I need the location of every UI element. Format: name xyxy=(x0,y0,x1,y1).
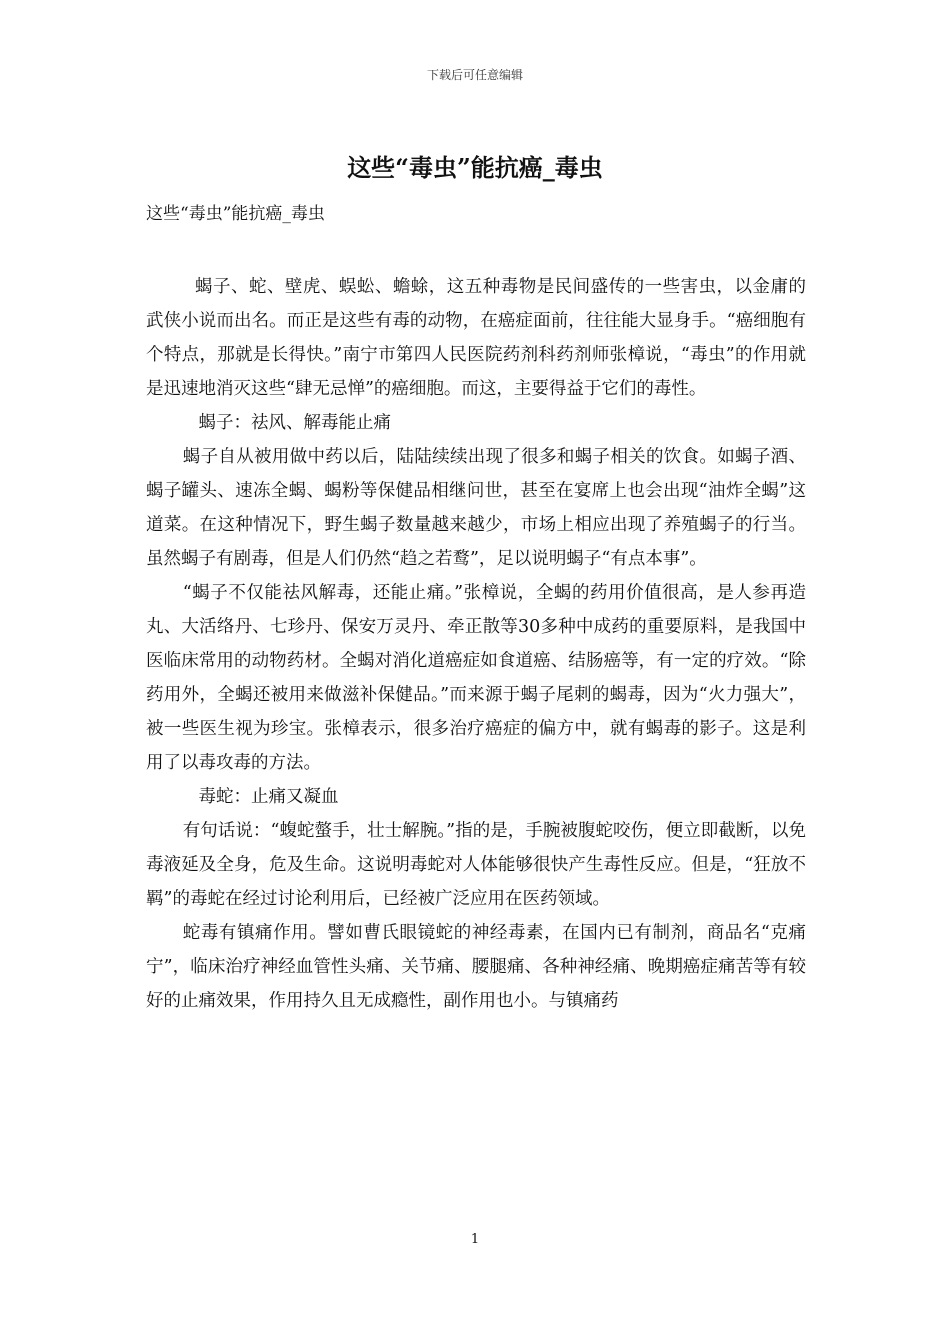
section-heading-scorpion: 蝎子：祛风、解毒能止痛 xyxy=(198,413,391,433)
section-heading-snake: 毒蛇：止痛又凝血 xyxy=(198,787,339,807)
page-header-note: 下载后可任意编辑 xyxy=(426,68,523,82)
paragraph-intro: 蝎子、蛇、壁虎、蜈蚣、蟾蜍，这五种毒物是民间盛传的一些害虫，以金庸的武侠小说而出名。而正是这些有毒的动物，在癌症面前，往往能大显身手。“癌细胞有个特点，那就是长得快。”南宁市第四人民医院药剂科药剂师张樟说，“毒虫”的作用就是迅速地消灭这些“肆无忌惮”的癌细胞。而这，主要得益于它们的毒性。 xyxy=(146,277,806,399)
paragraph-snake-analgesic: 蛇毒有镇痛作用。譬如曹氏眼镜蛇的神经毒素，在国内已有制剂，商品名“克痛宁”，临床治疗神经血管性头痛、关节痛、腰腿痛、各种神经痛、晚期癌症痛苦等有较好的止痛效果，作用持久且无成瘾性，副作用也小。与镇痛药 xyxy=(146,923,806,1011)
document-subtitle: 这些“毒虫”能抗癌_毒虫 xyxy=(146,204,325,224)
document-title: 这些“毒虫”能抗癌_毒虫 xyxy=(347,153,603,182)
paragraph-scorpion-food: 蝎子自从被用做中药以后，陆陆续续出现了很多和蝎子相关的饮食。如蝎子酒、蝎子罐头、速冻全蝎、蝎粉等保健品相继问世，甚至在宴席上也会出现“油炸全蝎”这道菜。在这种情况下，野生蝎子数量越来越少，市场上相应出现了养殖蝎子的行当。虽然蝎子有剧毒，但是人们仍然“趋之若鹜”，足以说明蝎子“有点本事”。 xyxy=(146,447,806,569)
paragraph-scorpion-medicine: “蝎子不仅能祛风解毒，还能止痛。”张樟说，全蝎的药用价值很高，是人参再造丸、大活络丹、七珍丹、保安万灵丹、牵正散等30多种中成药的重要原料，是我国中医临床常用的动物药材。全蝎对消化道癌症如食道癌、结肠癌等，有一定的疗效。“除药用外，全蝎还被用来做滋补保健品。”而来源于蝎子尾刺的蝎毒，因为“火力强大”，被一些医生视为珍宝。张樟表示，很多治疗癌症的偏方中，就有蝎毒的影子。这是利用了以毒攻毒的方法。 xyxy=(146,583,806,773)
page-number: 1 xyxy=(470,1232,480,1247)
paragraph-snake-intro: 有句话说：“蝮蛇螫手，壮士解腕。”指的是，手腕被腹蛇咬伤，便立即截断，以免毒液延及全身，危及生命。这说明毒蛇对人体能够很快产生毒性反应。但是，“狂放不羁”的毒蛇在经过讨论利用后，已经被广泛应用在医药领域。 xyxy=(146,821,806,909)
document-body xyxy=(146,270,806,1018)
